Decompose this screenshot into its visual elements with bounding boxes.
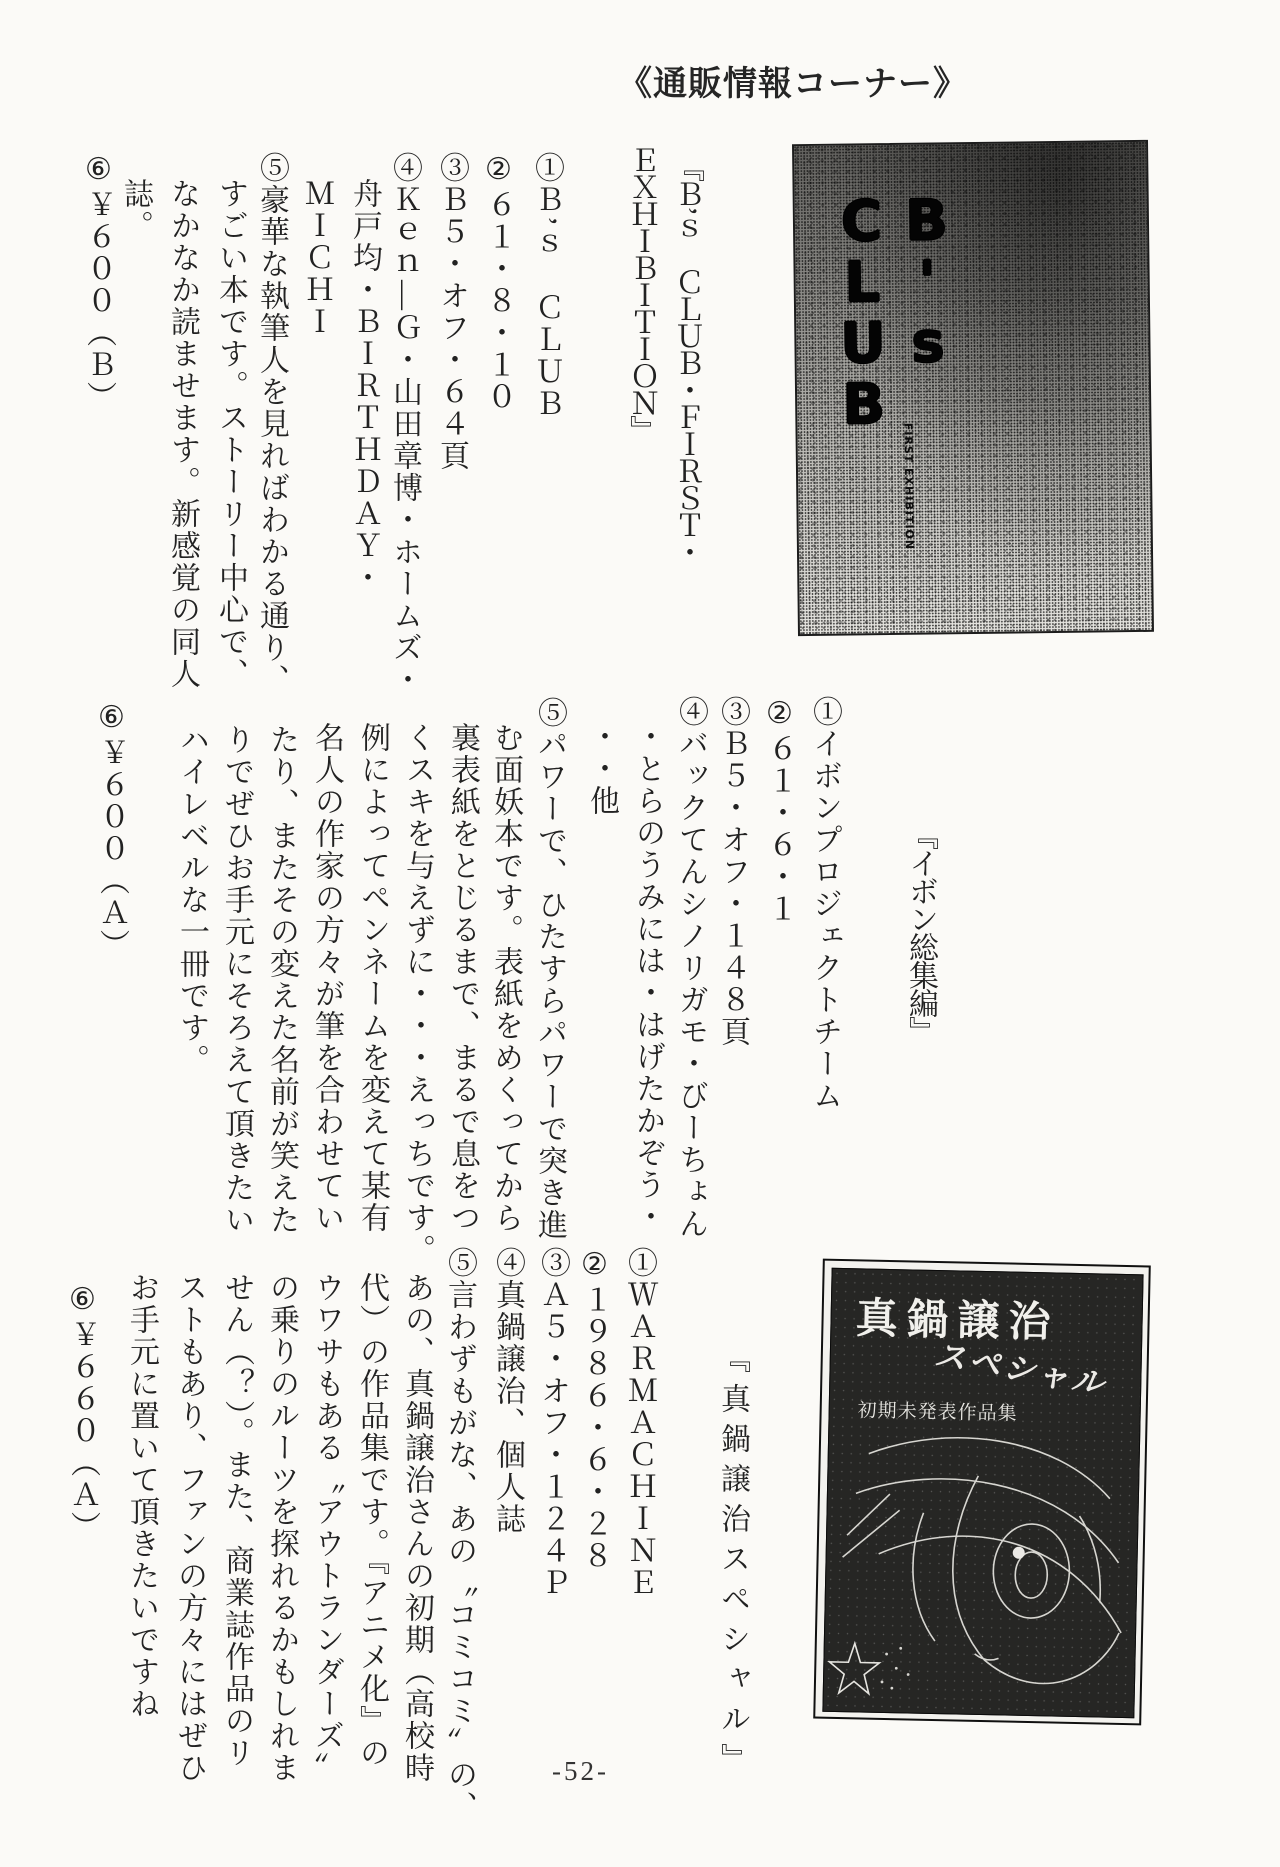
cover-main-title: 真鍋譲治 — [855, 1296, 1061, 1347]
text-column: ②６１・８・１０ — [482, 152, 515, 413]
text-column: 代）の作品集です。『アニメ化』の — [355, 1272, 388, 1769]
text-column: ②６１・６・１ — [763, 696, 796, 925]
text-column: ⑤豪華な執筆人を見ればわかる通り、 — [255, 152, 288, 696]
price-column: ⑥￥６００（Ａ） — [95, 700, 128, 961]
text-column: ＭＩＣＨＩ — [300, 178, 333, 338]
text-column: りでぜひお手元にそろえて頂きたい — [220, 724, 253, 1236]
manabe-cover-image — [813, 1259, 1151, 1726]
cover-subtitle-vertical: FIRST EXHIBITION — [901, 422, 916, 551]
text-column: ・・他 — [585, 721, 618, 817]
price-column: ⑥￥６６０（Ａ） — [66, 1282, 99, 1543]
text-column: ①Ｂ’ｓ ＣＬＵＢ — [530, 152, 563, 420]
cover-title-vertical: B's CLUB — [828, 188, 961, 434]
section-title-column: ＥＸＨＩＢＩＴＩＯＮ』 — [625, 145, 658, 442]
text-column: たり、またその変えた名前が笑えた — [265, 724, 298, 1236]
cover-subtitle: 初期未発表作品集 — [857, 1400, 1018, 1425]
text-column: ③Ａ５・オフ・１２４Ｐ — [536, 1247, 569, 1599]
text-column: 例によってペンネームを変えて某有 — [356, 722, 389, 1234]
text-column: む面妖本です。表紙をめくってから — [489, 722, 522, 1234]
text-column: お手元に置いて頂きたいですね — [125, 1272, 158, 1720]
text-column: 名人の作家の方々が筆を合わせてい — [310, 722, 343, 1234]
page-number: -52- — [552, 1756, 609, 1786]
text-column: すごい本です。ストーリー中心で、 — [214, 178, 247, 690]
text-column: 舟戸均・ＢＩＲＴＨＤＡＹ・ — [348, 178, 381, 594]
text-column: 誌。 — [119, 178, 152, 242]
text-column: ②１９８６・６・２８ — [578, 1247, 611, 1572]
text-column: ストもあり、ファンの方々にはぜひ — [173, 1272, 206, 1784]
section-title-column: 『真鍋譲治スペシャル』 — [716, 1343, 749, 1783]
text-column: ウワサもある〝アウトランダーズ〟 — [310, 1272, 343, 1784]
page-header: 《通販情報コーナー》 — [618, 66, 968, 103]
text-column: の乗りのルーツを探れるかもしれま — [265, 1272, 298, 1784]
text-column: くスキを与えずに・・・えっちです。 — [401, 722, 434, 1266]
cover-special-title: スペシャル — [930, 1337, 1116, 1403]
text-column: あの、真鍋譲治さんの初期（高校時 — [400, 1272, 433, 1784]
section-title-column: 『Ｂ’ｓ ＣＬＵＢ・ＦＩＲＳＴ・ — [670, 152, 703, 564]
cover-art-face — [823, 1415, 1143, 1718]
text-column: なかなか読ませます。新感覚の同人 — [166, 178, 199, 690]
text-column: ④バックてんシノリガモ・びーちょん — [674, 696, 707, 1240]
text-column: ④Ｋｅｎ—Ｇ・山田章博・ホームズ・ — [388, 152, 421, 696]
text-column: ①イボンプロジェクトチーム — [808, 696, 841, 1112]
text-column: 裏表紙をとじるまで、まるで息をつ — [446, 722, 479, 1234]
text-column: ④真鍋譲治、個人誌 — [491, 1247, 524, 1535]
text-column: ・とらのうみには・はげたかぞう・ — [631, 721, 664, 1233]
text-column: ③Ｂ５・オフ・１４８頁 — [716, 696, 749, 1048]
text-column: ハイレベルな一冊です。 — [175, 724, 208, 1076]
price-column: ⑥￥６００（Ｂ） — [82, 152, 115, 413]
text-column: せん（？）。また、商業誌作品のリ — [220, 1272, 253, 1769]
text-column: ⑤言わずもがな、あの〝コミコミ〟の、 — [443, 1247, 476, 1823]
section-title-column: 『イボン総集編』 — [904, 820, 937, 1044]
cover-inner-frame — [822, 1268, 1143, 1718]
text-column: ①ＷＡＲＭＡＣＨＩＮＥ — [623, 1247, 656, 1599]
text-column: ⑤パワーで、ひたすらパワーで突き進 — [533, 697, 566, 1241]
text-column: ③Ｂ５・オフ・６４頁 — [435, 152, 468, 472]
